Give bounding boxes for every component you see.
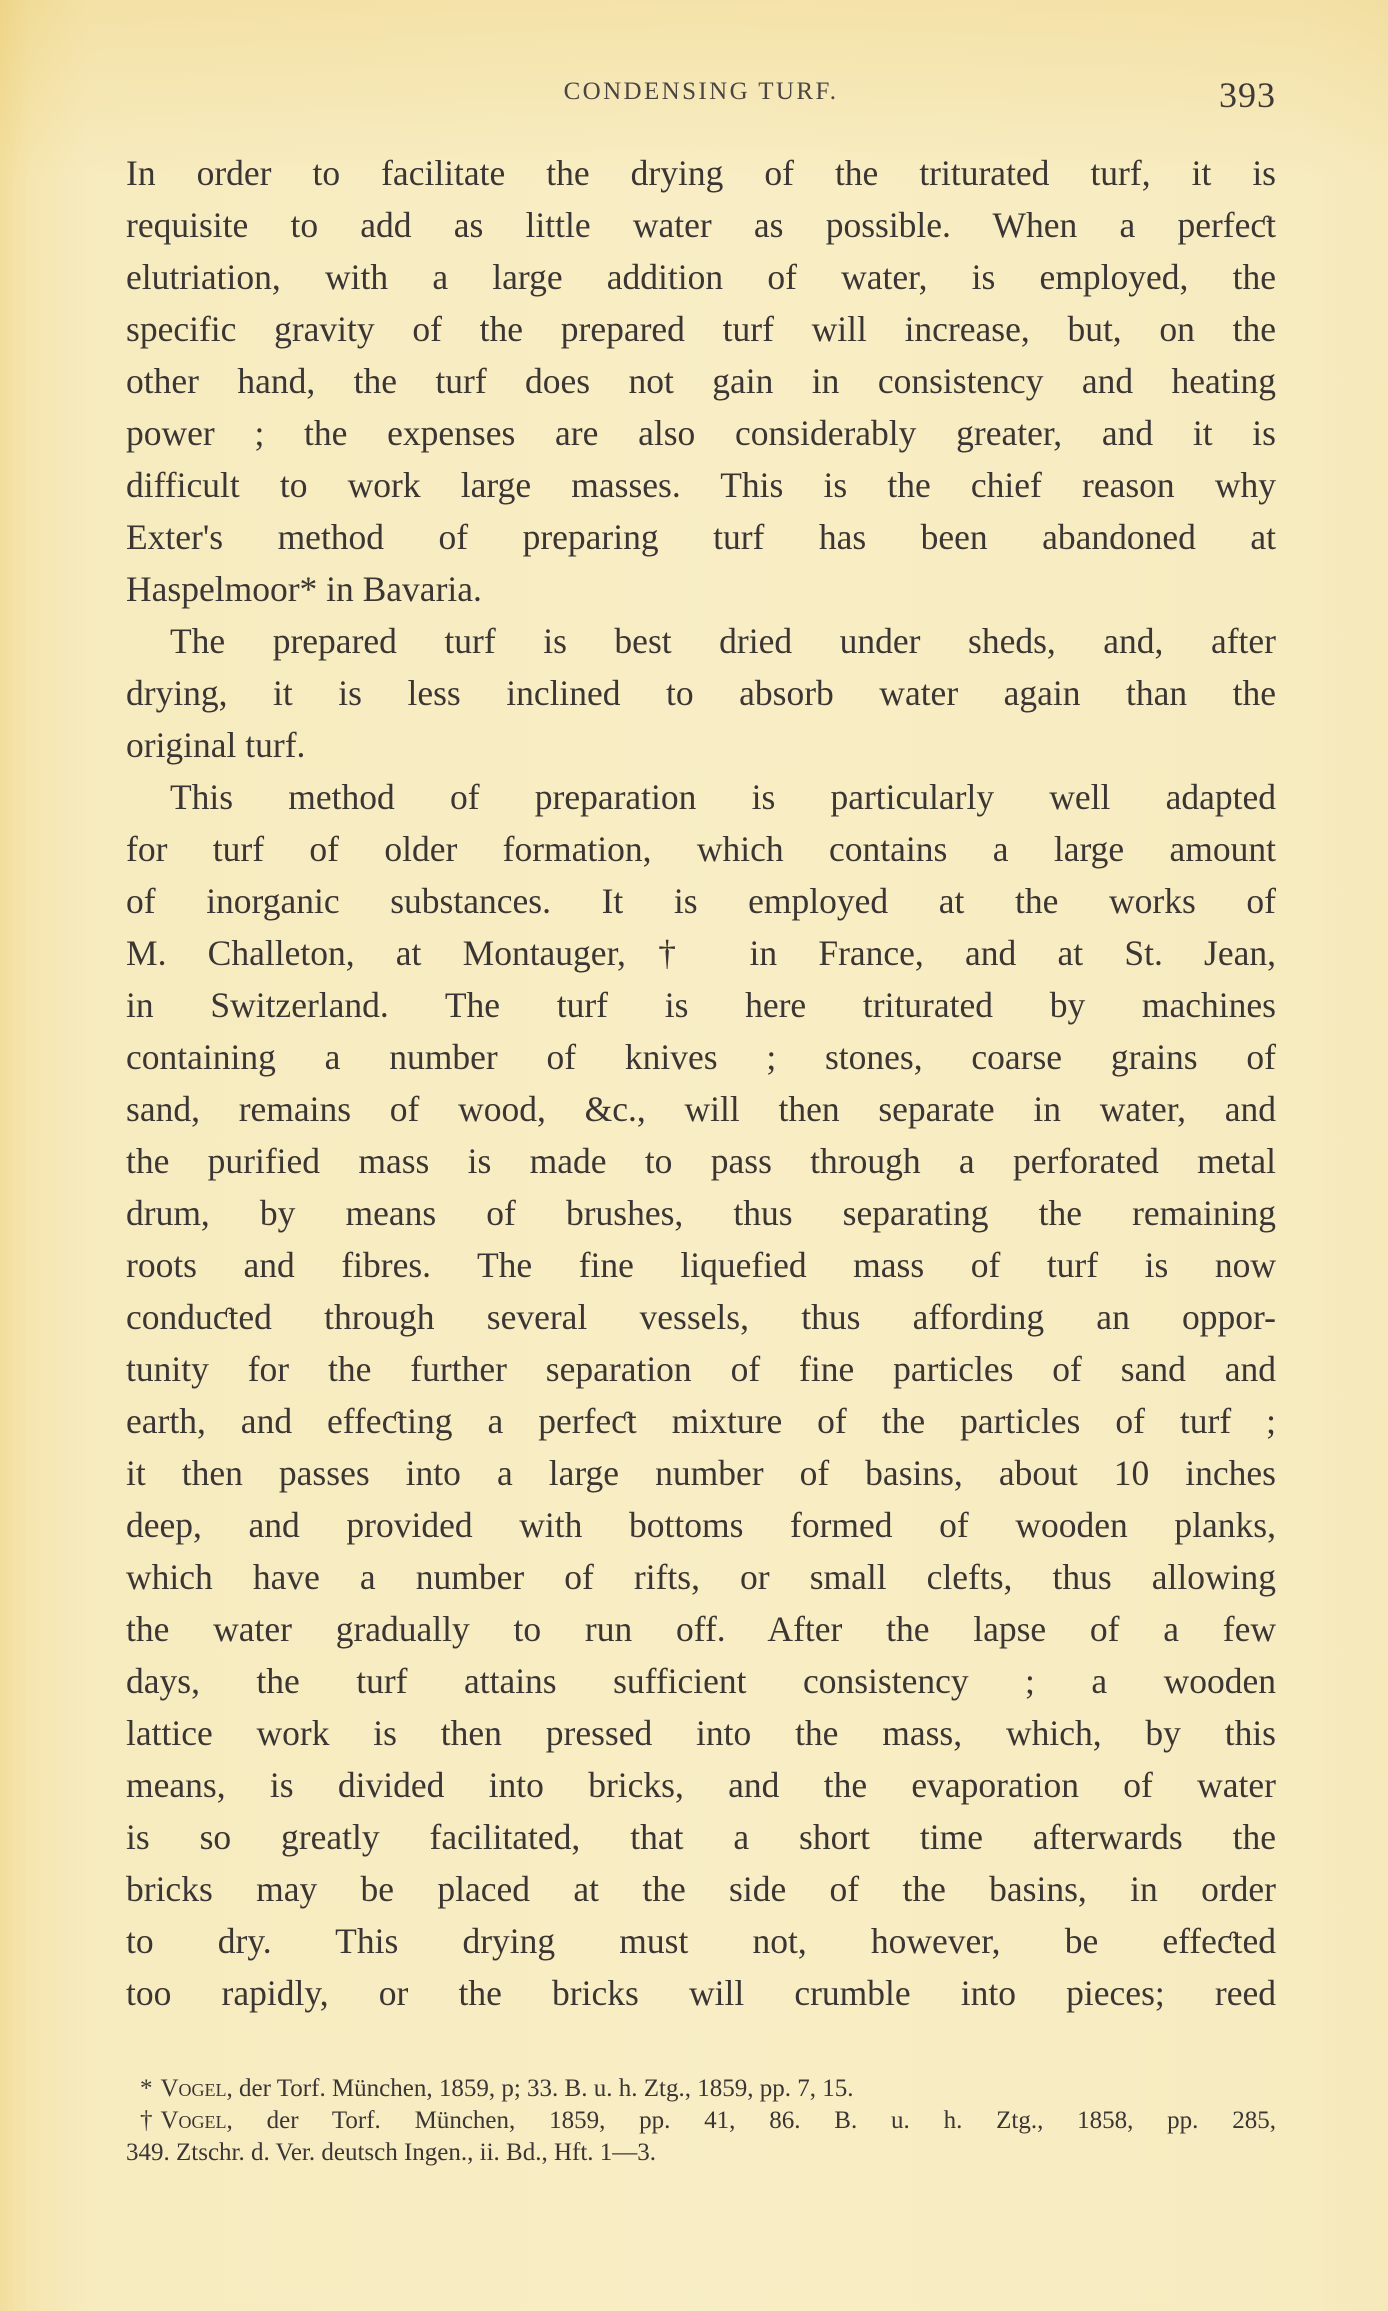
text-line: drying, it is less inclined to absorb water again than the <box>126 673 1276 713</box>
text-line: elutriation, with a large addition of water, is employed, the <box>126 257 1276 297</box>
footnote-text: 349. Ztschr. d. Ver. deutsch Ingen., ii. Bd., Hft. 1—3. <box>126 2139 657 2166</box>
text-line: is so greatly facilitated, that a short time afterwards the <box>126 1817 1276 1857</box>
text-line: deep, and provided with bottoms formed of wooden planks, <box>126 1505 1276 1545</box>
text-line: conduƈted through several vessels, thus affording an oppor- <box>126 1297 1276 1337</box>
text-line: power ; the expenses are also considerably greater, and it is <box>126 413 1276 453</box>
text-line: containing a number of knives ; stones, coarse grains of <box>126 1037 1276 1077</box>
footnote-2-continuation <box>126 2137 1276 2169</box>
text-line: the water gradually to run off. After the lapse of a few <box>126 1609 1276 1649</box>
text-line: roots and fibres. The fine liquefied mass of turf is now <box>126 1245 1276 1285</box>
text-line: the purified mass is made to pass through a perforated metal <box>126 1141 1276 1181</box>
footnote-1 <box>126 2073 1276 2105</box>
text-line: which have a number of rifts, or small clefts, thus allowing <box>126 1557 1276 1597</box>
text-line: bricks may be placed at the side of the basins, in order <box>126 1869 1276 1909</box>
text-line: difficult to work large masses. This is the chief reason why <box>126 465 1276 505</box>
text-line: lattice work is then pressed into the mass, which, by this <box>126 1713 1276 1753</box>
footnote-mark-dagger: † <box>140 2107 153 2134</box>
text-line: of inorganic substances. It is employed at the works of <box>126 881 1276 921</box>
text-line: tunity for the further separation of fine particles of sand and <box>126 1349 1276 1389</box>
footnote-mark-asterisk: * <box>140 2075 153 2102</box>
text-line: earth, and effeƈting a perfeƈt mixture of the particles of turf ; <box>126 1401 1276 1441</box>
text-line: In order to facilitate the drying of the triturated turf, it is <box>126 153 1276 193</box>
text-line: to dry. This drying must not, however, be effeƈted <box>126 1921 1276 1961</box>
footnotes <box>126 2073 1276 2169</box>
page-number: 393 <box>1219 75 1276 115</box>
text-line: days, the turf attains sufficient consistency ; a wooden <box>126 1661 1276 1701</box>
text-line: for turf of older formation, which contains a large amount <box>126 829 1276 869</box>
text-line: means, is divided into bricks, and the evaporation of water <box>126 1765 1276 1805</box>
text-line: requisite to add as little water as possible. When a perfeƈt <box>126 205 1276 245</box>
running-head <box>126 74 1276 114</box>
text-line: it then passes into a large number of basins, about 10 inches <box>126 1453 1276 1493</box>
text-line: too rapidly, or the bricks will crumble into pieces; reed <box>126 1973 1276 2013</box>
footnote-text: , der Torf. München, 1859, p; 33. B. u. h. Ztg., 1859, pp. 7, 15. <box>226 2075 854 2102</box>
footnote-2 <box>126 2105 1276 2137</box>
text-line: in Switzerland. The turf is here triturated by machines <box>126 985 1276 1025</box>
text-line: original turf. <box>126 725 306 765</box>
footnote-text: , der Torf. München, 1859, pp. 41, 86. B. u. h. Ztg., 1858, pp. 285, <box>226 2107 1276 2134</box>
running-title: CONDENSING TURF. <box>563 78 839 105</box>
text-line: drum, by means of brushes, thus separating the remaining <box>126 1193 1276 1233</box>
text-line: specific gravity of the prepared turf will increase, but, on the <box>126 309 1276 349</box>
text-line: sand, remains of wood, &c., will then separate in water, and <box>126 1089 1276 1129</box>
text-line: The prepared turf is best dried under sheds, and, after <box>170 621 1276 661</box>
text-line: M. Challeton, at Montauger,† in France, and at St. Jean, <box>126 933 1276 973</box>
footnote-author: Vogel <box>160 2075 227 2102</box>
footnote-author: Vogel <box>160 2107 227 2134</box>
body-text <box>126 147 1276 2019</box>
text-line: This method of preparation is particularly well adapted <box>170 777 1276 817</box>
text-line: Exter's method of preparing turf has been abandoned at <box>126 517 1276 557</box>
text-line: other hand, the turf does not gain in consistency and heating <box>126 361 1276 401</box>
text-line: Haspelmoor* in Bavaria. <box>126 569 482 609</box>
